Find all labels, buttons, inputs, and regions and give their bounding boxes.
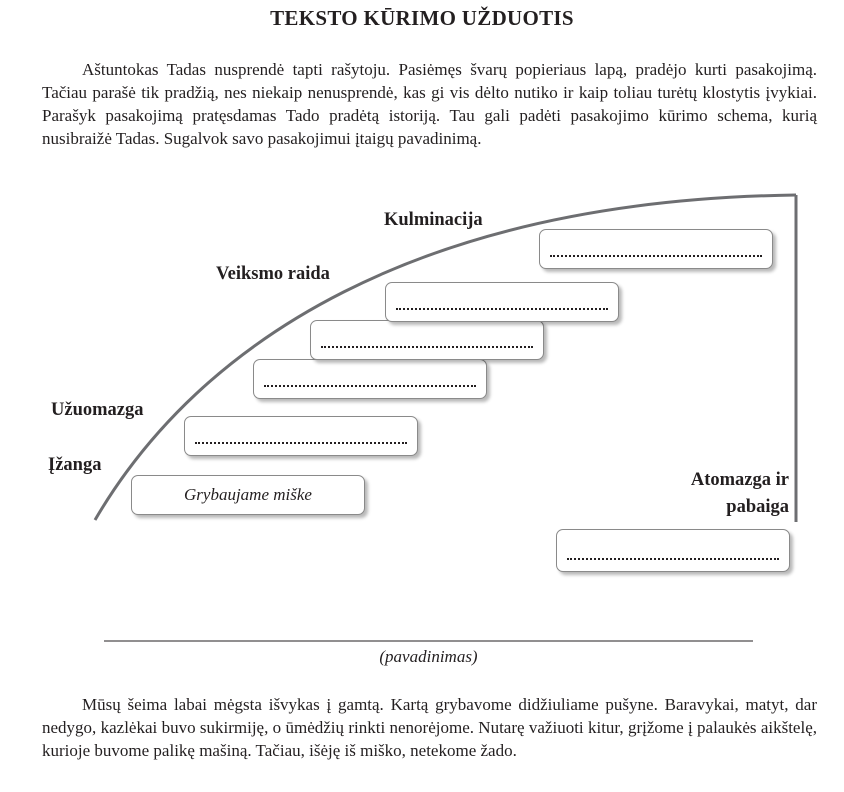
fill-in-line xyxy=(550,255,762,257)
label-kulminacija: Kulminacija xyxy=(384,210,483,230)
title-caption: (pavadinimas) xyxy=(379,647,478,666)
task-instructions: Aštuntokas Tadas nusprendė tapti rašytoju. Pasiėmęs švarų popieriaus lapą, pradėjo kurti pasakojimą. Tačiau parašė tik pradžią, nes niekaip nenusprendė, kas gi vis dėlto nutiko ir kaip toliau turėtų klostytis įvykiai. Parašyk pasakojimą pratęsdamas Tado pradėtą istoriją. Tau gali padėti pasakojimo kūrimo schema, kurią nusibraižė Tadas. Sugalvok savo pasakojimui įtaigų pavadinimą. xyxy=(42,60,817,148)
fill-in-line xyxy=(396,308,608,310)
fill-in-line xyxy=(195,442,407,444)
fill-in-line xyxy=(321,346,533,348)
label-veiksmo-raida: Veiksmo raida xyxy=(216,264,330,284)
stage-box-kulminacija[interactable] xyxy=(539,229,773,269)
stage-box-raida-3[interactable] xyxy=(385,282,619,322)
stage-box-text: Grybaujame miške xyxy=(184,485,312,504)
stage-box-raida-1[interactable] xyxy=(253,359,487,399)
stage-box-uzuomazga[interactable] xyxy=(184,416,418,456)
story-beginning: Mūsų šeima labai mėgsta išvykas į gamtą. Kartą grybavome didžiuliame pušyne. Baravykai, matyt, dar nedygo, kazlėkai buvo sukirmiję, o ūmėdžių rinkti nenorėjome. Nutarę važiuoti kitur, grįžome į palaukės aikštelę, kurioje buvome palikę mašiną. Tačiau, išėję iš miško, netekome žado. xyxy=(42,695,817,760)
page-title: TEKSTO KŪRIMO UŽDUOTIS xyxy=(270,6,574,30)
label-izanga: Įžanga xyxy=(48,455,102,475)
fill-in-line xyxy=(567,558,779,560)
label-uzuomazga: Užuomazga xyxy=(51,400,144,420)
stage-box-izanga xyxy=(131,475,365,515)
fill-in-line xyxy=(264,385,476,387)
stage-box-raida-2[interactable] xyxy=(310,320,544,360)
stage-box-atomazga[interactable] xyxy=(556,529,790,572)
label-atomazga: Atomazga ir pabaiga xyxy=(690,470,789,517)
